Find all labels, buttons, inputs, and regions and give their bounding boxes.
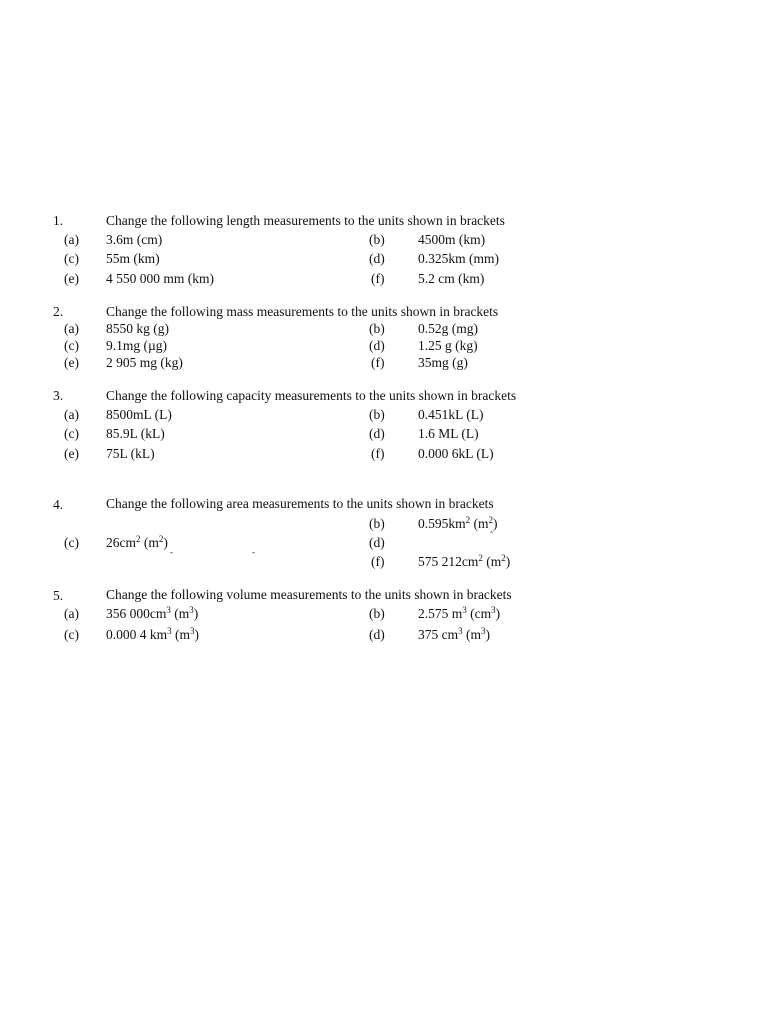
q2-d-text: 1.25 g (kg) <box>418 338 478 353</box>
q4-d-label: (d) <box>369 535 385 550</box>
q2-d-label: (d) <box>369 338 385 353</box>
q5-c-text: 0.000 4 $km^3$ $(m^3)$ <box>106 626 200 642</box>
q1-e-label: (e) <box>64 271 79 286</box>
q2-f-text: 35mg (g) <box>418 355 468 370</box>
q2-b-text: 0.52g (mg) <box>418 321 478 336</box>
q5-d-text: 375 $cm^3$ $(m^3)$ <box>418 626 490 642</box>
question-3-number: 3. <box>53 388 64 403</box>
q4-f-label: (f) <box>371 554 385 569</box>
q4-c-text: $26cm^2$ $(m^2)$ <box>106 534 168 550</box>
question-4-instruction: Change the following area measurements to the units shown in brackets <box>106 496 494 511</box>
q2-e-text: 2 905 mg (kg) <box>106 355 183 370</box>
q3-a-label: (a) <box>64 407 79 422</box>
q4-c-label: (c) <box>64 535 79 550</box>
stray-mark: - <box>170 547 173 557</box>
stray-mark: - <box>252 547 255 557</box>
q1-a-text: 3.6m (cm) <box>106 232 163 247</box>
q3-f-text: 0.000 6kL (L) <box>418 446 494 461</box>
q2-a-text: 8550 kg (g) <box>106 321 169 336</box>
q1-d-label: (d) <box>369 251 385 266</box>
q3-a-text: 8500mL (L) <box>106 407 172 422</box>
q4-b-text: $0.595km^2$ $(m^2)$ <box>418 515 498 531</box>
q3-d-text: 1.6 ML (L) <box>418 426 479 441</box>
q3-d-label: (d) <box>369 426 385 441</box>
q1-a-label: (a) <box>64 232 79 247</box>
q3-c-label: (c) <box>64 426 79 441</box>
question-5-number: 5. <box>53 588 64 603</box>
question-4-number: 4. <box>53 497 64 512</box>
q5-c-label: (c) <box>64 627 79 642</box>
q5-b-text: 2.575 $m^3$ $(cm^3)$ <box>418 605 501 621</box>
q3-c-text: 85.9L (kL) <box>106 426 165 441</box>
q1-c-text: 55m (km) <box>106 251 160 266</box>
q1-b-label: (b) <box>369 232 385 247</box>
question-2-number: 2. <box>53 304 64 319</box>
question-1-instruction: Change the following length measurements to the units shown in brackets <box>106 213 505 228</box>
q2-b-label: (b) <box>369 321 385 336</box>
q2-f-label: (f) <box>371 355 385 370</box>
q1-b-text: 4500m (km) <box>418 232 486 247</box>
q2-a-label: (a) <box>64 321 79 336</box>
q4-b-label: (b) <box>369 516 385 531</box>
q4-f-text: 575 $212cm^2$ $(m^2)$ <box>418 553 511 569</box>
q1-e-text: 4 550 000 mm (km) <box>106 271 214 286</box>
q1-f-text: 5.2 cm (km) <box>418 271 485 286</box>
question-3-instruction: Change the following capacity measurements to the units shown in brackets <box>106 388 517 403</box>
q1-f-label: (f) <box>371 271 385 286</box>
q5-d-label: (d) <box>369 627 385 642</box>
q2-c-label: (c) <box>64 338 79 353</box>
q1-c-label: (c) <box>64 251 79 266</box>
q3-b-label: (b) <box>369 407 385 422</box>
q2-c-text: 9.1mg (µg) <box>106 338 168 353</box>
q2-e-label: (e) <box>64 355 79 370</box>
q1-d-text: 0.325km (mm) <box>418 251 499 266</box>
q3-e-label: (e) <box>64 446 79 461</box>
question-2-instruction: Change the following mass measurements to the units shown in brackets <box>106 304 499 319</box>
q3-e-text: 75L (kL) <box>106 446 155 461</box>
q5-b-label: (b) <box>369 606 385 621</box>
stray-mark: ˆ <box>490 530 493 540</box>
question-1-number: 1. <box>53 213 64 228</box>
q5-a-text: 356 $000cm^3$ $(m^3)$ <box>106 605 199 621</box>
question-5-instruction: Change the following volume measurements to the units shown in brackets <box>106 587 512 602</box>
q5-a-label: (a) <box>64 606 79 621</box>
q3-f-label: (f) <box>371 446 385 461</box>
q3-b-text: 0.451kL (L) <box>418 407 484 422</box>
